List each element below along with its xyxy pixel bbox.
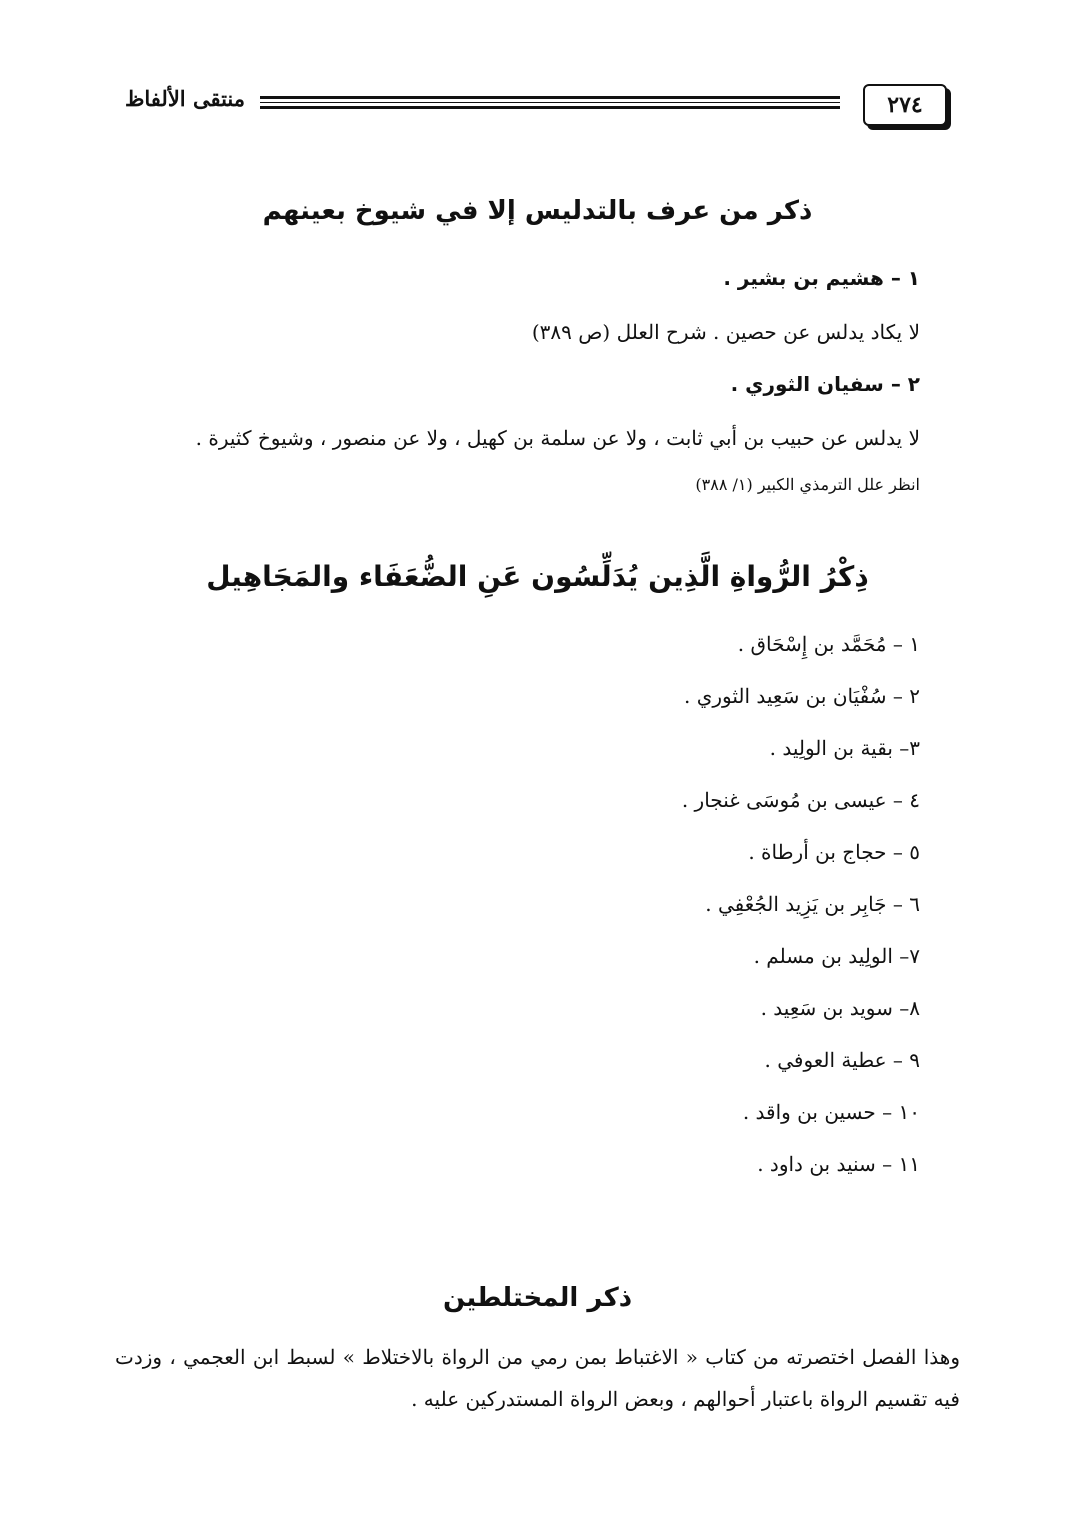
note-line: لا يدلس عن حبيب بن أبي ثابت ، ولا عن سلمة بن كهيل ، ولا عن منصور ، وشيوخ كثيرة . bbox=[195, 426, 920, 450]
list-item: ٩ – عطية العوفي . bbox=[764, 1048, 920, 1072]
intro-paragraph: وهذا الفصل اختصرته من كتاب « الاغتباط بمن رمي من الرواة بالاختلاط » لسبط ابن العجمي ، وزدت فيه تقسيم الرواة باعتبار أحوالهم ، وبعض الرواة المستدركين عليه . bbox=[115, 1345, 960, 1411]
list-item: ٥ – حجاج بن أرطاة . bbox=[748, 840, 920, 864]
note-line: لا يكاد يدلس عن حصين . شرح العلل (ص ٣٨٩) bbox=[531, 320, 920, 344]
section-heading-tadlis-shuyukh: ذكر من عرف بالتدليس إلا في شيوخ بعينهم bbox=[262, 196, 813, 226]
list-item: ٢ – سفيان الثوري . bbox=[730, 372, 920, 396]
list-item: ١ – مُحَمَّد بن إِسْحَاق . bbox=[737, 632, 920, 656]
section-heading-mukhtalitin: ذكر المختلطين bbox=[442, 1283, 633, 1313]
header-rule bbox=[260, 96, 840, 109]
list-item: ١٠ – حسين بن واقد . bbox=[742, 1100, 920, 1124]
page-number: ٢٧٤ bbox=[863, 84, 947, 126]
page-header bbox=[110, 74, 955, 134]
list-item: ٣– بقية بن الولِيد . bbox=[769, 736, 920, 760]
list-item: ٤ – عيسى بن مُوسَى غنجار . bbox=[681, 788, 920, 812]
section-heading-mudallisun-duafa: ذِكْرُ الرُّواةِ الَّذِين يُدَلِّسُون عَنِ الضُّعَفَاء والمَجَاهِيل bbox=[206, 560, 869, 593]
list-item: ٧– الولِيد بن مسلم . bbox=[753, 944, 920, 968]
list-item: ٨– سويد بن سَعِيد . bbox=[760, 996, 920, 1020]
list-item: ٢ – سُفْيَان بن سَعِيد الثوري . bbox=[683, 684, 920, 708]
reference-line: انظر علل الترمذي الكبير (١/ ٣٨٨) bbox=[695, 475, 920, 494]
book-title: منتقى الألفاظ bbox=[124, 86, 245, 111]
list-item: ١١ – سنيد بن داود . bbox=[757, 1152, 920, 1176]
list-item: ٦ – جَابِر بن يَزِيد الجُعْفِي . bbox=[705, 892, 920, 916]
list-item: ١ – هشيم بن بشير . bbox=[723, 266, 920, 290]
